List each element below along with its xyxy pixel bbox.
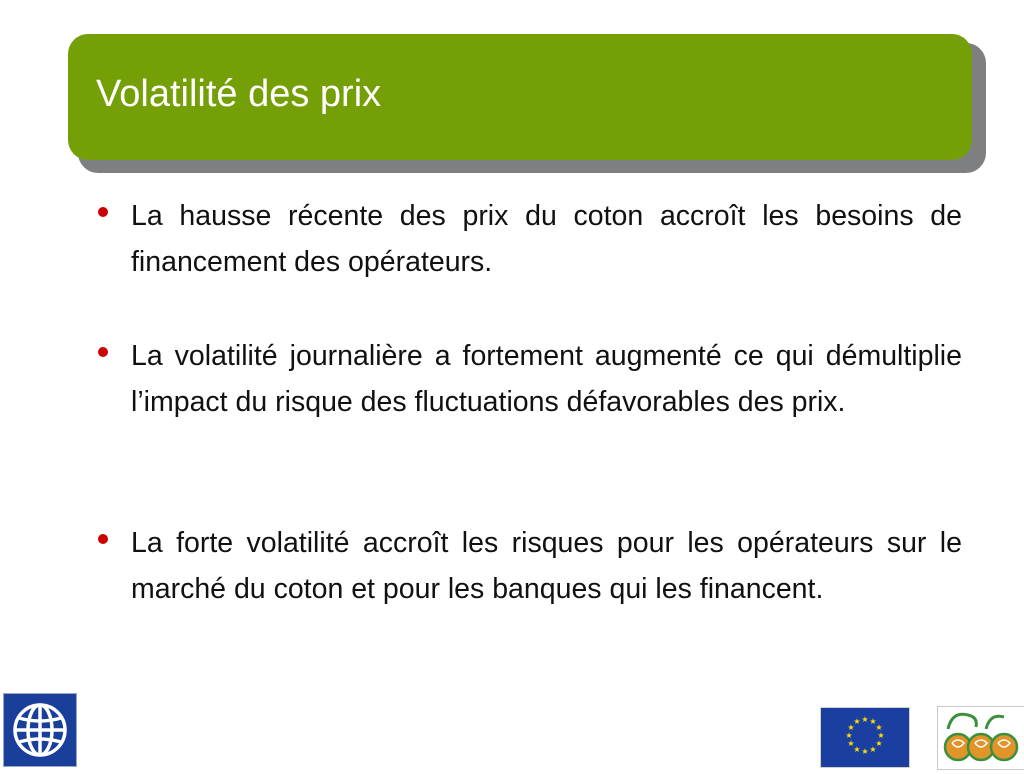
svg-text:★: ★ xyxy=(875,723,883,732)
eu-flag-logo xyxy=(820,707,910,768)
svg-text:★: ★ xyxy=(861,715,869,724)
acp-cotton-logo xyxy=(937,706,1024,770)
svg-text:★: ★ xyxy=(847,739,855,748)
bullet-dot-icon xyxy=(98,534,108,544)
svg-text:★: ★ xyxy=(869,745,877,754)
svg-text:★: ★ xyxy=(877,731,885,740)
svg-text:★: ★ xyxy=(845,731,853,740)
bullet-item xyxy=(98,521,962,612)
svg-text:★: ★ xyxy=(847,723,855,732)
svg-text:★: ★ xyxy=(853,745,861,754)
title-bar xyxy=(68,34,972,160)
svg-text:★: ★ xyxy=(869,717,877,726)
world-bank-globe-icon xyxy=(4,694,76,766)
svg-text:★: ★ xyxy=(875,739,883,748)
bullet-dot-icon xyxy=(98,207,108,217)
bullet-text: La volatilité journalière a fortement augmenté ce qui démultiplie l’impact du risque des fluctuations défavorables des prix. xyxy=(131,340,962,418)
eu-flag-icon xyxy=(821,708,909,767)
bullet-dot-icon xyxy=(98,347,108,357)
bullet-text: La hausse récente des prix du coton accroît les besoins de financement des opérateurs. xyxy=(131,200,962,278)
acp-cotton-logo-icon xyxy=(938,707,1024,769)
svg-text:★: ★ xyxy=(853,717,861,726)
bullet-item xyxy=(98,334,962,425)
bullet-item xyxy=(98,194,962,285)
slide-title: Volatilité des prix xyxy=(96,73,382,115)
svg-text:★: ★ xyxy=(861,747,869,756)
bullet-text: La forte volatilité accroît les risques pour les opérateurs sur le marché du coton et pour les banques qui les financent. xyxy=(131,527,962,605)
world-bank-logo xyxy=(3,693,77,767)
